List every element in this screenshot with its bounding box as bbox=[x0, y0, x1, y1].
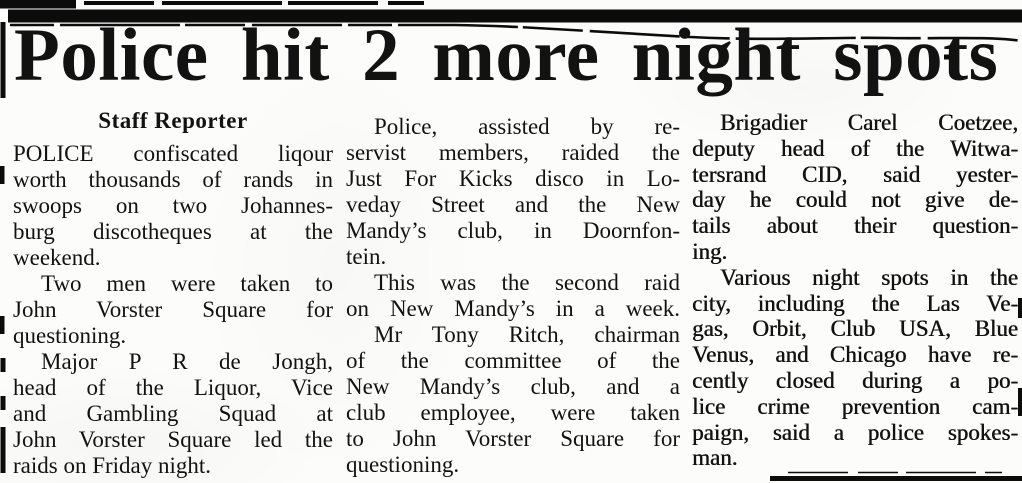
left-edge-tear-marks bbox=[2, 22, 3, 473]
article-line: cently closed during a po- bbox=[692, 367, 1018, 393]
article-line: Various night spots in the bbox=[720, 264, 1018, 290]
article-line: city, including the Las Ve- bbox=[692, 290, 1018, 316]
article-line: and Gambling Squad at bbox=[13, 401, 333, 426]
article-line: lice crime prevention cam- bbox=[692, 393, 1018, 419]
article-line: head of the Liquor, Vice bbox=[13, 375, 333, 400]
article-line: John Vorster Square for bbox=[13, 297, 333, 322]
article-line: Just For Kicks disco in Lo- bbox=[346, 166, 680, 191]
article-line: weekend. bbox=[13, 245, 101, 270]
article-line: tails about their question- bbox=[692, 213, 1018, 239]
article-line: worth thousands of rands in bbox=[13, 167, 333, 192]
article-line: ing. bbox=[692, 238, 728, 264]
article-line: gas, Orbit, Club USA, Blue bbox=[692, 316, 1018, 342]
article-line: questioning. bbox=[346, 452, 460, 477]
article-line: Police, assisted by re- bbox=[374, 114, 680, 139]
article-line: POLICE confiscated liqour bbox=[13, 141, 333, 166]
article-column-1 bbox=[13, 108, 333, 479]
article-line: on New Mandy’s in a week. bbox=[346, 296, 680, 321]
article-line: burg discotheques at the bbox=[13, 219, 333, 244]
article-line: John Vorster Square led the bbox=[13, 427, 333, 452]
article-line: Two men were taken to bbox=[41, 271, 333, 296]
article-line: veday Street and the New bbox=[346, 192, 680, 217]
article-line: Venus, and Chicago have re- bbox=[692, 342, 1018, 368]
article-line: swoops on two Johannes- bbox=[13, 193, 333, 218]
article-line: Brigadier Carel Coetzee, bbox=[720, 110, 1018, 135]
article-line: club employee, were taken bbox=[346, 400, 680, 425]
article-line: This was the second raid bbox=[374, 270, 680, 295]
article-column-2 bbox=[346, 114, 680, 478]
article-line: tersrand CID, said yester- bbox=[692, 161, 1018, 187]
article-line: day he could not give de- bbox=[692, 187, 1018, 213]
headline: Police hit 2 more night spots bbox=[14, 14, 999, 97]
article-line: raids on Friday night. bbox=[13, 453, 212, 478]
article-line: questioning. bbox=[13, 323, 127, 348]
byline: Staff Reporter bbox=[98, 108, 248, 133]
article-column-3 bbox=[692, 110, 1018, 471]
article-line: man. bbox=[692, 445, 738, 471]
article-line: Mandy’s club, in Doornfon- bbox=[346, 218, 680, 243]
article-line: deputy head of the Witwa- bbox=[692, 135, 1018, 161]
article-line: to John Vorster Square for bbox=[346, 426, 680, 451]
article-line: New Mandy’s club, and a bbox=[346, 374, 680, 399]
article-line: of the committee of the bbox=[346, 348, 680, 373]
article-line: Mr Tony Ritch, chairman bbox=[374, 322, 680, 347]
article-line: paign, said a police spokes- bbox=[692, 419, 1018, 445]
article-line: tein. bbox=[346, 244, 387, 269]
article-line: Major P R de Jongh, bbox=[41, 349, 333, 374]
article-line: servist members, raided the bbox=[346, 140, 680, 165]
